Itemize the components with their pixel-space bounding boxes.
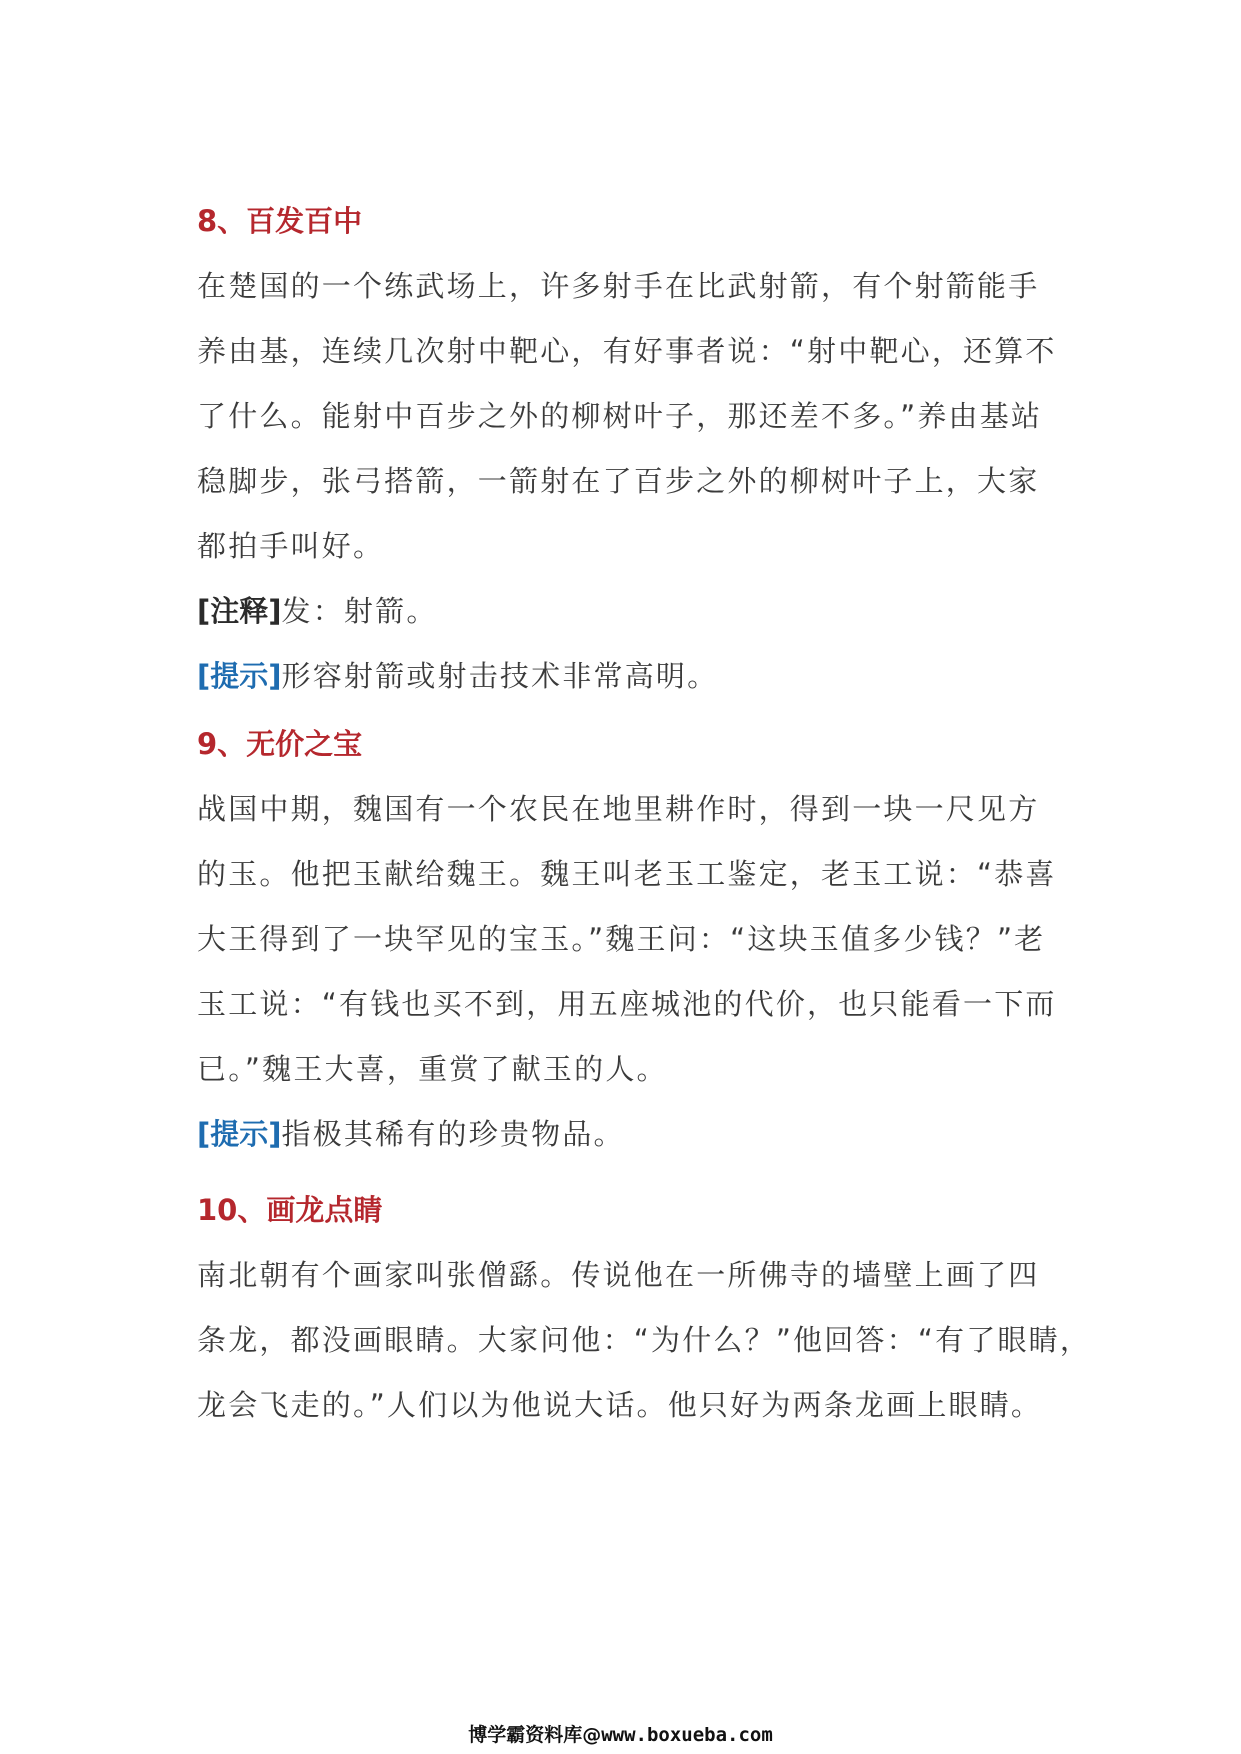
- hint-line: [197, 1114, 1057, 1154]
- paragraph-line: 南北朝有个画家叫张僧繇。传说他在一所佛寺的墙壁上画了四: [197, 1258, 1040, 1292]
- annotation-text: 发：射箭。: [281, 594, 438, 628]
- hint-text: 指极其稀有的珍贵物品。: [281, 1117, 625, 1151]
- paragraph-line: 龙会飞走的。”人们以为他说大话。他只好为两条龙画上眼睛。: [197, 1388, 1043, 1422]
- paragraph-line: 在楚国的一个练武场上，许多射手在比武射箭，有个射箭能手: [197, 269, 1040, 303]
- paragraph-line: 条龙，都没画眼睛。大家问他：“为什么？”他回答：“有了眼睛，: [197, 1323, 1092, 1357]
- hint-text: 形容射箭或射击技术非常高明。: [281, 659, 719, 693]
- annotation-tag: [注释]: [197, 594, 282, 628]
- paragraph-line: 养由基，连续几次射中靶心，有好事者说：“射中靶心，还算不: [197, 334, 1057, 368]
- section-8: [197, 201, 1057, 696]
- paragraph-line: 了什么。能射中百步之外的柳树叶子，那还差不多。”养由基站: [197, 399, 1043, 433]
- footer-site-name: 博学霸资料库@: [468, 1724, 602, 1746]
- hint-tag: [提示]: [197, 1117, 282, 1151]
- paragraph-line: 已。”魏王大喜，重赏了献玉的人。: [197, 1052, 668, 1086]
- hint-line: [197, 656, 1057, 696]
- section-10: [197, 1190, 1092, 1425]
- section-title: 10、画龙点睛: [197, 1193, 383, 1227]
- footer-domain: www.boxueba.com: [601, 1724, 773, 1746]
- paragraph-line: 大王得到了一块罕见的宝玉。”魏王问：“这块玉值多少钱？”老: [197, 922, 1046, 956]
- section-title: 8、百发百中: [197, 204, 363, 238]
- section-title: 9、无价之宝: [197, 727, 363, 761]
- page-footer: [0, 1722, 1241, 1748]
- section-9: [197, 724, 1057, 1154]
- paragraph-line: 稳脚步，张弓搭箭，一箭射在了百步之外的柳树叶子上，大家: [197, 464, 1040, 498]
- paragraph-line: 玉工说：“有钱也买不到，用五座城池的代价，也只能看一下而: [197, 987, 1057, 1021]
- hint-tag: [提示]: [197, 659, 282, 693]
- annotation-line: [197, 591, 1057, 631]
- paragraph-line: 战国中期，魏国有一个农民在地里耕作时，得到一块一尺见方: [197, 792, 1040, 826]
- paragraph-line: 的玉。他把玉献给魏王。魏王叫老玉工鉴定，老玉工说：“恭喜: [197, 857, 1057, 891]
- paragraph-line: 都拍手叫好。: [197, 529, 385, 563]
